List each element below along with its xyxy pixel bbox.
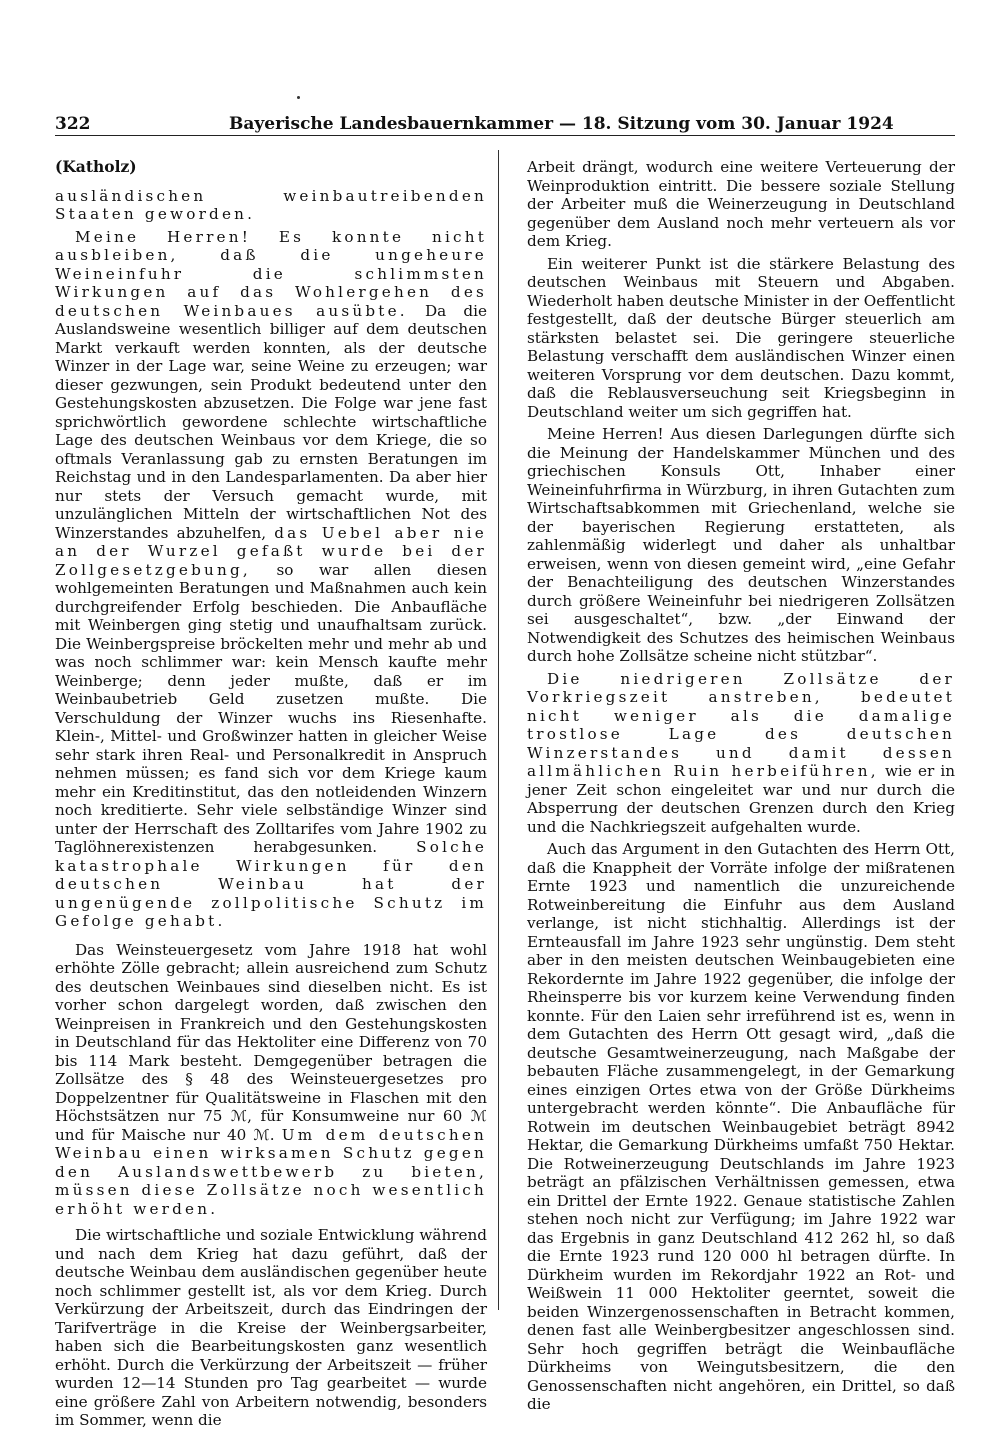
paragraph: Arbeit drängt, wodurch eine weitere Verteuerung der Weinproduktion eintritt. Die bessere soziale Stellung der Arbeiter muß die Weinerzeugung in Deutschland gegenüber dem Ausland noch mehr verteuern als vor dem Krieg. <box>527 158 955 250</box>
text-run: so war allen diesen wohlgemeinten Beratungen und Maßnahmen auch kein durchgreifender Erfolg beschieden. Die Anbaufläche mit Weinbergen ging stetig und unaufhaltsam zurück. Die Weinbergspreise bröckelten mehr und mehr ab und was noch schlimmer war: kein Mensch kaufte mehr Weinberge; denn jeder mußte, daß er im Weinbaubetrieb Geld zusetzen mußte. Die Verschuldung der Winzer wuchs ins Riesenhafte. Klein-, Mittel- und Großwinzer hatten in gleicher Weise sehr stark ihren Real- und Personalkredit in Anspruch nehmen müssen; es fand sich vor dem Kriege kaum mehr ein Kreditinstitut, das den notleidenden Winzern noch kreditierte. Sehr viele selbständige Winzer sind unter der Herrschaft des Zolltarifes vom Jahre 1902 zu Taglöhnerexistenzen herabgesunken. <box>55 560 487 856</box>
running-title: Bayerische Landesbauernkammer — 18. Sitzung vom 30. Januar 1924 <box>229 114 894 134</box>
paragraph <box>527 670 955 837</box>
page-header <box>55 113 955 136</box>
left-column <box>55 158 487 1434</box>
speaker-name: (Katholz) <box>55 157 137 176</box>
paragraph: Auch das Argument in den Gutachten des Herrn Ott, daß die Knappheit der Vorräte infolge der mißratenen Ernte 1923 und namentlich die unzureichende Rotweinbereitung die Einfuhr aus dem Ausland verlange, ist nicht stichhaltig. Allerdings ist der Ernteausfall im Jahre 1923 sehr ungünstig. Dem steht aber in den meisten deutschen Weinbaugebieten eine Rekordernte im Jahre 1922 gegenüber, die infolge der Rheinsperre bis vor kurzem keine Verwendung finden konnte. Für den Laien sehr irreführend ist es, wenn in dem Gutachten des Herrn Ott gesagt wird, „daß die deutsche Gesamtweinerzeugung, nach Maßgabe der bebauten Fläche zusammengelegt, in der Gemarkung eines einzigen Ortes etwa von der Größe Dürkheims untergebracht werden könnte“. Die Anbaufläche für Rotwein im deutschen Weinbaugebiet beträgt 8942 Hektar, die Gemarkung Dürkheims umfaßt 750 Hektar. Die Rotweinerzeugung Deutschlands im Jahre 1923 beträgt an pfälzischen Verhältnissen gemessen, etwa ein Drittel der Ernte 1922. Genaue statistische Zahlen stehen noch nicht zur Verfügung; im Jahre 1922 war das Ergebnis in ganz Deutschland 412 262 hl, so daß die Ernte 1923 rund 120 000 hl betragen dürfte. In Dürkheim wurden im Rekordjahr 1922 an Rot- und Weißwein 11 000 Hektoliter geerntet, soweit die beiden Winzergenossenschaften in Betracht kommen, denen fast alle Weinbergbesitzer angeschlossen sind. Sehr hoch gegriffen beträgt die Weinbaufläche Dürkheims von Weingutsbesitzern, die den Genossenschaften nicht angehören, ein Drittel, so daß die <box>527 840 955 1413</box>
emphasized-text: Meine Herren! Es konnte nicht ausbleiben, daß die ungeheure Weineinfuhr die schlimmsten Wirkungen auf das Wohlergehen des deutschen Weinbaues ausübte. <box>55 227 487 320</box>
text-run: Da die Auslandsweine wesentlich billiger auf dem deutschen Markt verkauft werden konnten, als der deutsche Winzer in der Lage war, seine Weine zu erzeugen; war dieser gezwungen, sein Produkt bedeutend unter den Gestehungskosten abzusetzen. Die Folge war jene fast sprichwörtlich gewordene schlechte wirtschaftliche Lage des deutschen Weinbaus vor dem Kriege, die so oftmals Veranlassung gab zu ernsten Beratungen im Reichstag und in den Landesparlamenten. Da aber hier nur stets der Versuch gemacht wurde, mit unzulänglichen Mitteln der wirtschaftlichen Not des Winzerstandes abzuhelfen, <box>55 301 487 542</box>
paragraph: Meine Herren! Aus diesen Darlegungen dürfte sich die Meinung der Handelskammer München und des griechischen Konsuls Ott, Inhaber einer Weineinfuhrfirma in Würzburg, in ihren Gutachten zum Wirtschaftsabkommen mit Griechenland, welche sie der bayerischen Regierung erstatteten, als zahlenmäßig widerlegt und daher als unhaltbar erweisen, wenn von diesen gemeint wird, „eine Gefahr der Benachteiligung des deutschen Winzerstandes durch größere Weineinfuhr bei niedrigeren Zollsätzen sei ausgeschaltet“, bzw. „der Einwand der Notwendigkeit des Schutzes des heimischen Weinbaus durch hohe Zollsätze scheine nicht stützbar“. <box>527 425 955 665</box>
column-divider <box>498 150 499 1310</box>
right-column <box>527 158 955 1418</box>
paragraph: ausländischen weinbautreibenden Staaten geworden. <box>55 186 487 223</box>
text-run: wie er in jener Zeit schon eingeleitet war und nur durch die Absperrung der deutschen Grenzen durch den Krieg und die Nachkriegszeit aufgehalten wurde. <box>527 762 955 836</box>
page-number: 322 <box>55 114 91 134</box>
paragraph: Ein weiterer Punkt ist die stärkere Belastung des deutschen Weinbaus mit Steuern und Abgaben. Wiederholt haben deutsche Minister in der Oeffentlicht festgestellt, daß der deutsche Bürger steuerlich am stärksten belastet sei. Die geringere steuerliche Belastung verschafft dem ausländischen Winzer einen weiteren Vorsprung vor dem deutschen. Dazu kommt, daß die Reblausverseuchung seit Kriegsbeginn in Deutschland weiter um sich gegriffen hat. <box>527 254 956 421</box>
print-speck <box>297 96 300 99</box>
emphasized-text: Um dem deutschen Weinbau einen wirksamen Schutz gegen den Auslandswettbewerb zu bieten, müssen diese Zollsätze noch wesentlich erhöht werden. <box>55 1125 487 1218</box>
text-run: Das Weinsteuergesetz vom Jahre 1918 hat wohl erhöhte Zölle gebracht; allein ausreichend zum Schutz des deutschen Weinbaues sind dieselben nicht. Es ist vorher schon dargelegt worden, daß zwischen den Weinpreisen in Frankreich und den Gestehungskosten in Deutschland für das Hektoliter eine Differenz von 70 bis 114 Mark besteht. Demgegenüber betragen die Zollsätze des § 48 des Weinsteuergesetzes pro Doppelzentner für Qualitätsweine in Flaschen mit den Höchstsätzen nur 75 ℳ, für Konsumweine nur 60 ℳ und für Maische nur 40 ℳ. <box>55 940 487 1144</box>
paragraph <box>55 228 487 931</box>
paragraph <box>55 941 487 1219</box>
emphasized-text: das Uebel aber nie an der Wurzel gefaßt wurde bei der Zollgesetzgebung, <box>55 523 487 579</box>
paragraph: Die wirtschaftliche und soziale Entwicklung während und nach dem Krieg hat dazu geführt, daß der deutsche Weinbau dem ausländischen gegenüber heute noch schlimmer gestellt ist, als vor dem Krieg. Durch Verkürzung der Arbeitszeit, durch das Eindringen der Tarifverträge in die Kreise der Weinbergsarbeiter, haben sich die Bearbeitungskosten ganz wesentlich erhöht. Durch die Verkürzung der Arbeitszeit — früher wurden 12—14 Stunden pro Tag gearbeitet — wurde eine größere Zahl von Arbeitern notwendig, besonders im Sommer, wenn die <box>55 1226 487 1429</box>
emphasized-text: Solche katastrophale Wirkungen für den deutschen Weinbau hat der ungenügende zollpolitische Schutz im Gefolge gehabt. <box>55 838 488 930</box>
emphasized-text: Die niedrigeren Zollsätze der Vorkriegszeit anstreben, bedeutet nicht weniger als die damalige trostlose Lage des deutschen Winzerstandes und damit dessen allmählichen Ruin herbeiführen, <box>527 669 955 780</box>
